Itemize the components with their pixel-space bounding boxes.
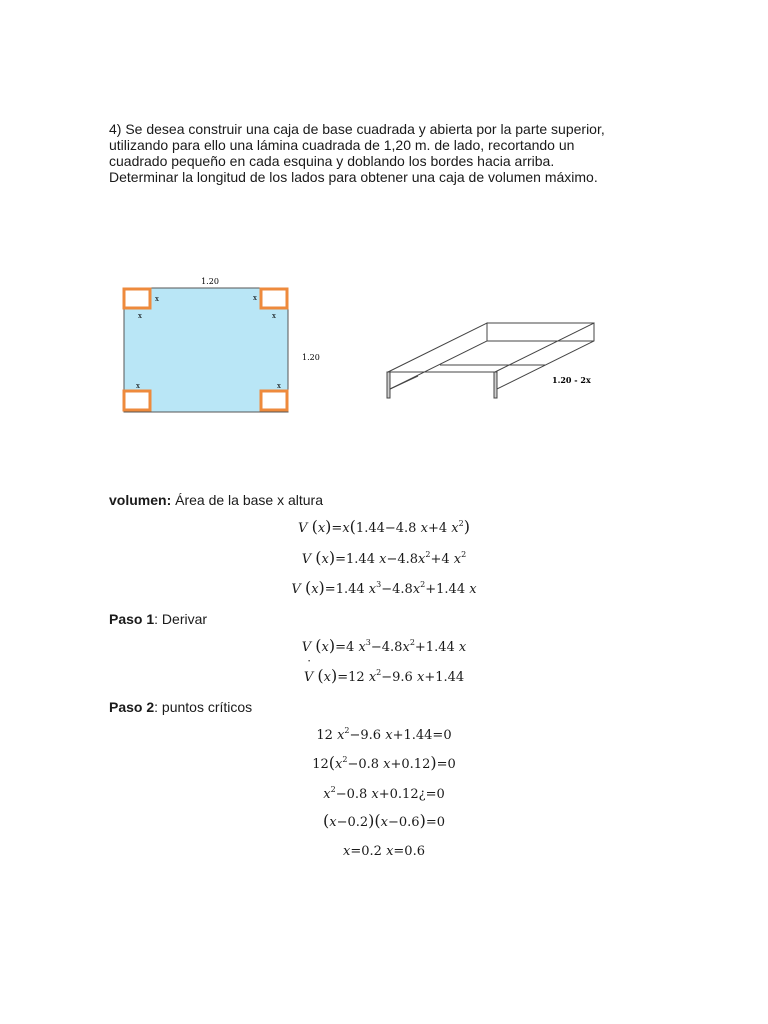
step-1-text: : Derivar [154,611,208,627]
problem-line-3: cuadrado pequeño en cada esquina y doblando los bordes hacia arriba. [109,153,555,169]
corner-cut-top-right [261,289,287,308]
corner-label-bl-above: x [136,382,140,390]
e9-r2: −0.6 [388,815,420,830]
e6-b: −9.6 [349,728,382,743]
box-right-front-fold [494,372,497,398]
e7-rhs: =0 [436,757,456,772]
e7-c: +0.12 [390,757,431,772]
box-left-front-fold [387,372,390,398]
e6-a: 12 [316,728,333,743]
sheet-top-label: 1.20 [201,277,219,286]
e10-r2: =0.6 [393,844,425,859]
problem-line-4: Determinar la longitud de los lados para obtener una caja de volumen máximo. [109,169,598,185]
equation-volume-expanded-1: V (x)=1.44 $x-4.8x^2+4$ $x^2$ [301,548,467,567]
e4-b: −4.8 [370,640,403,655]
e8-b: −0.8 [335,787,368,802]
e8-rhs: =0 [425,787,445,802]
volume-heading-bold: volumen: [109,492,172,508]
e2-a: 1.44 [346,552,375,567]
e3-c: +1.44 [425,582,466,597]
e8-c: +0.12¿ [378,787,426,802]
step-1-bold: Paso 1 [109,611,155,627]
step-2-bold: Paso 2 [109,699,155,715]
problem-statement [109,121,669,185]
corner-cut-bottom-left [124,391,150,410]
e6-c: +1.44 [392,728,433,743]
box-bottom-label: 1.20 - 2x [552,375,591,385]
equation-critical-1: 12 $x^2-9.6$ x+1.44=0 [316,726,452,743]
equation-roots-factored: (x−0.2)(x−0.6)=0 [322,811,445,830]
sheet-side-label: 1.20 [302,353,320,362]
e6-rhs: =0 [432,728,452,743]
e3-a: 1.44 [335,582,365,597]
e9-rhs: =0 [425,815,445,830]
e1-b: −4.8 [384,521,417,536]
equation-volume-product: V (x)=x(1.44−4.8 x+4 $x^2$) [298,517,470,536]
e2-b: −4.8 [386,552,419,567]
corner-cut-top-left [124,289,150,308]
e4-a: 4 [346,640,355,655]
equation-critical-reduced: $x^2-0.8$ x+0.12¿=0 [323,785,445,802]
e3-b: −4.8 [381,582,413,597]
e2-c: +4 [430,552,450,567]
equation-volume-expanded-2: V (x)=1.44 $x^3-4.8x^2+1.44$ x [291,578,477,597]
e9-r1: −0.2 [336,815,369,830]
e5-b: −9.6 [381,670,413,685]
step-2-text: : puntos críticos [154,699,253,715]
e4-c: +1.44 [414,640,455,655]
box-left-wall [388,323,487,390]
equation-roots: x=0.2 x=0.6 [343,844,425,859]
open-box-diagram [380,315,610,410]
e7-a: 12 [312,757,329,772]
box-base-left-floor [388,376,418,390]
step-1-heading [109,611,207,627]
volume-heading-text: Área de la base x altura [171,492,323,508]
e5-a: 12 [348,670,365,685]
step-2-heading [109,699,252,715]
sheet-diagram [110,268,330,418]
problem-line-2: utilizando para ello una lámina cuadrada de 1,20 m. de lado, recortando un [109,137,575,153]
box-back-wall [487,323,594,341]
e1-a: 1.44 [355,521,385,536]
equation-volume-polynomial: V (x)=4 $x^3-4.8x^2+1.44$ x [301,636,467,655]
equation-derivative: ˙ V (x)=12 $x^2-9.6$ x+1.44 [0,670,768,685]
e10-r1: =0.2 [350,844,382,859]
e7-b: −0.8 [347,757,380,772]
e1-c: +4 [427,521,448,536]
problem-line-1: 4) Se desea construir una caja de base cuadrada y abierta por la parte superior, [109,121,605,137]
equation-critical-factored: $12(x^2-0.8$ x+0.12)=0 [312,753,456,772]
corner-label-tr-left: x [253,294,257,302]
corner-cut-bottom-right [261,391,287,410]
corner-label-tl-right: x [155,295,159,303]
volume-heading [109,492,323,508]
e5-c: +1.44 [424,670,465,685]
corner-label-br-above: x [277,382,281,390]
corner-label-tl-below: x [138,312,142,320]
corner-label-tr-below: x [272,312,276,320]
